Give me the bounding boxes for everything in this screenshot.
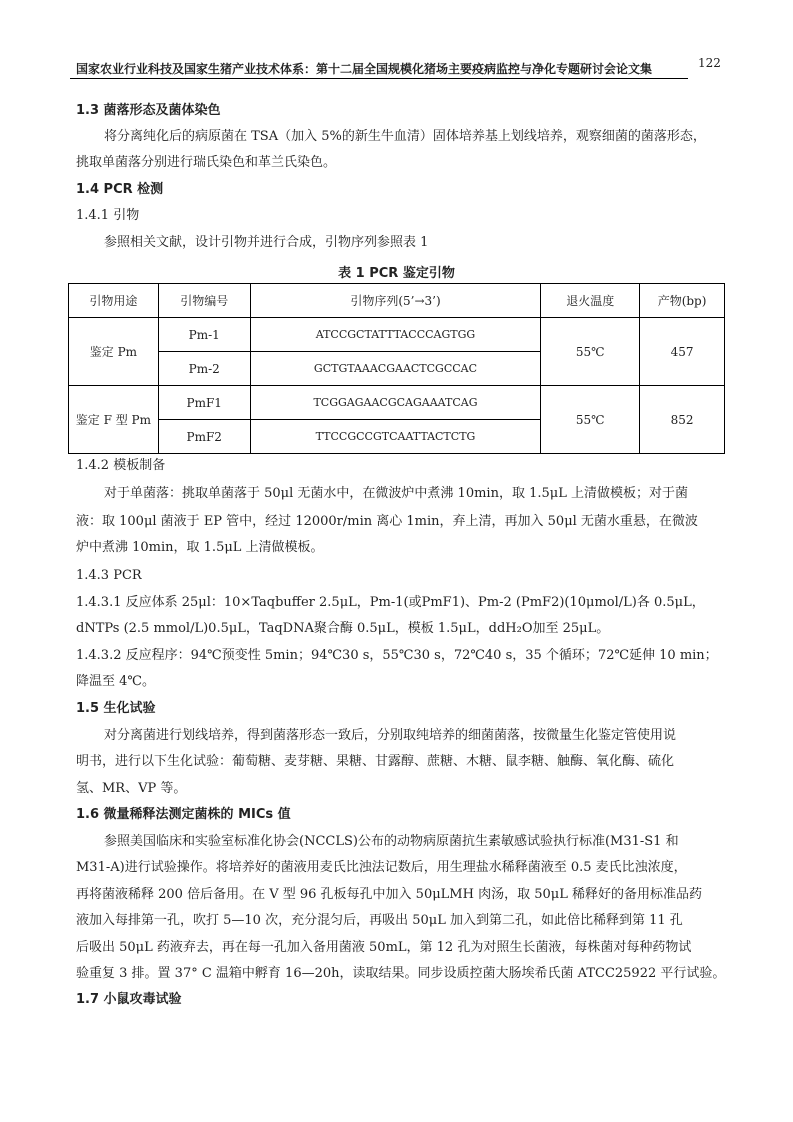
paragraph-line: 降温至 4℃。: [76, 674, 155, 689]
table-title: 表 1 PCR 鉴定引物: [338, 266, 455, 281]
paragraph-line: 1.4.3.2 反应程序：94℃预变性 5min；94℃30 s，55℃30 s，72℃40 s，35 个循环；72℃延伸 10 min；: [76, 648, 718, 663]
primer-sequence: TTCCGCCGTCAATTACTCTG: [250, 420, 541, 454]
primer-sequence: TCGGAGAACGCAGAAATCAG: [250, 386, 541, 420]
annealing-temp: 55℃: [541, 386, 640, 454]
paragraph-line: 参照美国临床和实验室标准化协会(NCCLS)公布的动物病原菌抗生素敏感试验执行标准(M31-S1 和: [104, 834, 679, 849]
table-header: 引物编号: [158, 284, 250, 318]
paragraph-line: 液：取 100μl 菌液于 EP 管中，经过 12000r/min 离心 1min，弃上清，再加入 50μl 无菌水重悬，在微波: [76, 514, 698, 529]
paragraph-line: 对于单菌落：挑取单菌落于 50μl 无菌水中，在微波炉中煮沸 10min，取 1.5μL 上清做模板；对于菌: [104, 486, 688, 501]
table-header: 退火温度: [541, 284, 640, 318]
primer-id: PmF1: [158, 386, 250, 420]
heading-1-6: 1.6 微量稀释法测定菌株的 MICs 值: [76, 807, 291, 822]
heading-1-7: 1.7 小鼠攻毒试验: [76, 992, 182, 1007]
heading-1-3: 1.3 菌落形态及菌体染色: [76, 103, 221, 118]
table-header: 产物(bp): [640, 284, 725, 318]
table-row: [69, 386, 725, 420]
primer-use: 鉴定 F 型 Pm: [69, 386, 159, 454]
heading-1-4-1: 1.4.1 引物: [76, 208, 140, 223]
primer-sequence: ATCCGCTATTTACCCAGTGG: [250, 318, 541, 352]
heading-1-5: 1.5 生化试验: [76, 701, 156, 716]
primer-table: [68, 283, 725, 454]
annealing-temp: 55℃: [541, 318, 640, 386]
running-header: 国家农业行业科技及国家生猪产业技术体系：第十二届全国规模化猪场主要疫病监控与净化专题研讨会论文集: [76, 62, 653, 76]
table-row: [69, 318, 725, 352]
primer-id: Pm-1: [158, 318, 250, 352]
paragraph-line: 后吸出 50μL 药液弃去，再在每一孔加入备用菌液 50mL，第 12 孔为对照生长菌液，每株菌对每种药物试: [76, 940, 692, 955]
heading-1-4: 1.4 PCR 检测: [76, 182, 164, 197]
paragraph-line: 对分离菌进行划线培养，得到菌落形态一致后，分别取纯培养的细菌菌落，按微量生化鉴定管使用说: [104, 728, 677, 743]
heading-1-4-2: 1.4.2 模板制备: [76, 458, 166, 473]
paragraph-line: 验重复 3 排。置 37° C 温箱中孵育 16—20h，读取结果。同步设质控菌大肠埃希氏菌 ATCC25922 平行试验。: [76, 966, 726, 981]
paragraph-line: 将分离纯化后的病原菌在 TSA（加入 5%的新生牛血清）固体培养基上划线培养，观察细菌的菌落形态，: [104, 129, 706, 144]
paragraph-line: 参照相关文献，设计引物并进行合成，引物序列参照表 1: [104, 235, 429, 250]
heading-1-4-3: 1.4.3 PCR: [76, 568, 142, 583]
table-header: 引物用途: [69, 284, 159, 318]
primer-id: PmF2: [158, 420, 250, 454]
paragraph-line: 挑取单菌落分别进行瑞氏染色和革兰氏染色。: [76, 155, 337, 170]
table-header: 引物序列(5’→3’): [250, 284, 541, 318]
header-rule: [70, 78, 688, 79]
table-header-row: [69, 284, 725, 318]
product-size: 457: [640, 318, 725, 386]
paragraph-line: 液加入每排第一孔，吹打 5—10 次，充分混匀后，再吸出 50μL 加入到第二孔，如此倍比稀释到第 11 孔: [76, 913, 683, 928]
primer-sequence: GCTGTAAACGAACTCGCCAC: [250, 352, 541, 386]
product-size: 852: [640, 386, 725, 454]
page-number: 122: [698, 56, 721, 70]
paragraph-line: 再将菌液稀释 200 倍后备用。在 V 型 96 孔板每孔中加入 50μLMH 肉汤，取 50μL 稀释好的备用标准品药: [76, 887, 702, 902]
primer-id: Pm-2: [158, 352, 250, 386]
primer-use: 鉴定 Pm: [69, 318, 159, 386]
paragraph-line: 1.4.3.1 反应体系 25μl：10×Taqbuffer 2.5μL，Pm-1(或PmF1)、Pm-2 (PmF2)(10μmol/L)各 0.5μL，: [76, 595, 705, 610]
paragraph-line: 炉中煮沸 10min，取 1.5μL 上清做模板。: [76, 540, 324, 555]
paragraph-line: 明书，进行以下生化试验：葡萄糖、麦芽糖、果糖、甘露醇、蔗糖、木糖、鼠李糖、触酶、氧化酶、硫化: [76, 754, 675, 769]
paragraph-line: M31-A)进行试验操作。将培养好的菌液用麦氏比浊法记数后，用生理盐水稀释菌液至 0.5 麦氏比浊浓度，: [76, 860, 687, 875]
paragraph-line: 氢、MR、VP 等。: [76, 781, 187, 796]
paragraph-line: dNTPs (2.5 mmol/L)0.5μL，TaqDNA聚合酶 0.5μL，模板 1.5μL，ddH₂O加至 25μL。: [76, 621, 610, 636]
